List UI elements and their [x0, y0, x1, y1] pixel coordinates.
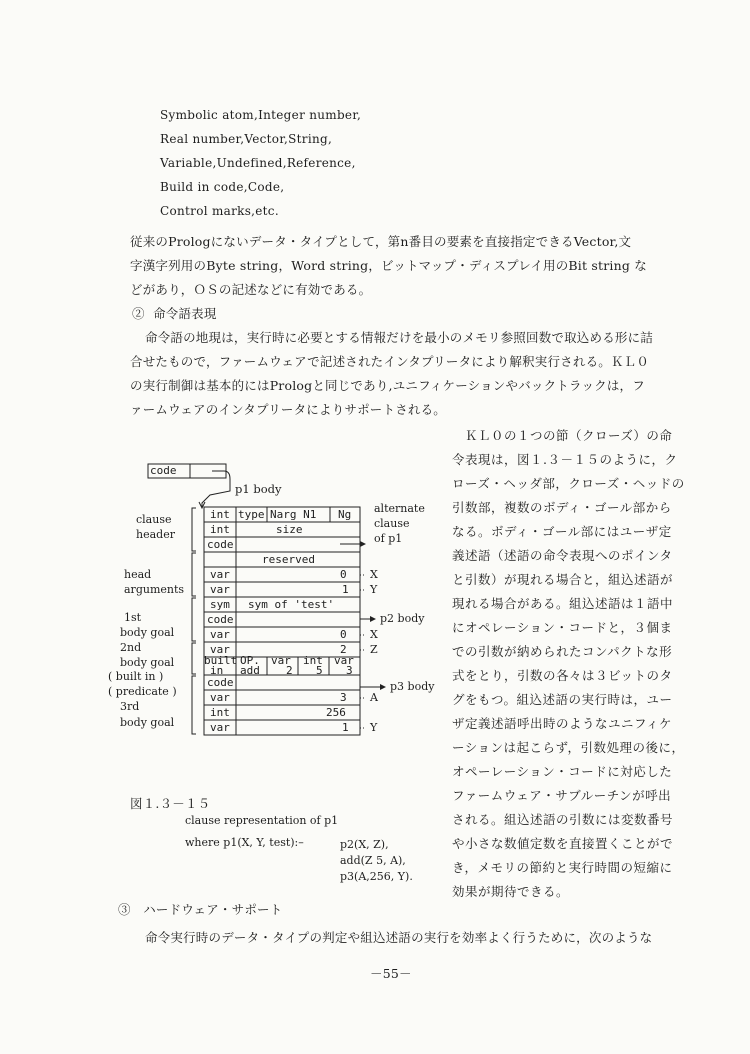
label-of-p1: of p1: [374, 532, 403, 545]
datatype-line-2: Real number,Vector,String,: [160, 132, 333, 146]
label-goal3-a: A: [370, 691, 378, 704]
para3-line-11: 式をとり，引数の各々は３ビットのタ: [452, 668, 673, 683]
label-body-goal-2: body goal: [120, 656, 175, 669]
clause-rep-goal-3: p3(A,256, Y).: [340, 870, 413, 883]
cell-r9-tag: var: [210, 628, 230, 641]
cell-r14-tag: int: [210, 706, 230, 719]
para2-line-4: ァームウェアのインタプリータによりサポートされる。: [130, 402, 447, 417]
cell-r1-type: type: [238, 508, 265, 521]
figure-caption: 図１.３－１５: [130, 796, 211, 811]
para3-line-4: 引数部，複数のボディ・ゴール部から: [452, 500, 672, 515]
label-predicate: ( predicate ): [108, 685, 177, 698]
para1-line-3: どがあり，ＯＳの記述などに有効である。: [130, 282, 372, 297]
label-goal3-y: Y: [370, 721, 378, 734]
cell-r6-val: 1: [342, 583, 349, 596]
label-header: header: [136, 528, 175, 541]
cell-r13-tag: var: [210, 691, 230, 704]
para3-line-6: 義述語（述語の命令表現へのポインタ: [452, 548, 673, 563]
para3-line-19: き，メモリの節約と実行時間の短縮に: [452, 860, 673, 875]
cell-r1-narg: Narg N1: [270, 508, 317, 521]
clause-rep-goal-1: p2(X, Z),: [340, 838, 389, 851]
para3-line-10: での引数が納められたコンパクトな形: [452, 644, 673, 659]
code-box-label: code: [150, 464, 177, 477]
section-marker-2: ②: [132, 306, 145, 321]
para3-line-15: オペーレーション・コードに対応した: [452, 764, 673, 779]
cell-r11-op: OP.: [240, 654, 260, 667]
section-title-3: ハードウェア・サポート: [143, 902, 283, 917]
para3-line-16: ファームウェア・サブルーチンが呼出: [452, 788, 672, 803]
cell-r11-var1: var: [271, 654, 291, 667]
label-1st: 1st: [124, 611, 142, 624]
cell-r11-built: built: [204, 654, 238, 667]
para1-line-1: 従来のPrologにないデータ・タイプとして，第n番目の要素を直接指定できるVector,文: [130, 234, 632, 249]
cell-r14-val: 256: [326, 706, 346, 719]
para3-line-3: ローズ・ヘッダ部，クローズ・ヘッドの: [452, 476, 685, 491]
cell-r2-val: size: [276, 523, 303, 536]
label-body-goal-1: body goal: [120, 626, 175, 639]
section-heading-3: [118, 900, 282, 918]
para2-line-3: の実行制御は基本的にはPrologと同じであり,ユニフィケーションやバックトラックは，フ: [130, 378, 645, 393]
cell-r3-tag: code: [207, 538, 234, 551]
cell-r11-v2: 3: [346, 664, 353, 677]
para3-line-7: と引数）が現れる場合と，組込述語が: [452, 572, 674, 587]
cell-r11-add: add: [240, 664, 260, 677]
para3-line-9: にオペレーション・コードと，３個ま: [452, 620, 673, 635]
cell-r10-val: 2: [340, 643, 347, 656]
label-head: head: [124, 568, 152, 581]
para1-line-2: 字漢字列用のByte string，Word string，ビットマップ・ディスプレイ用のBit string な: [130, 258, 647, 273]
cell-r5-tag: var: [210, 568, 230, 581]
label-built-in: ( built in ): [108, 670, 164, 683]
cell-r9-val: 0: [340, 628, 347, 641]
label-goal1-x: X: [370, 628, 378, 641]
cell-r7-tag: sym: [210, 598, 230, 611]
para4-line-1: 命令実行時のデータ・タイプの判定や組込述語の実行を効率よく行うために，次のような: [145, 930, 653, 945]
clause-rep-title: clause representation of p1: [185, 814, 339, 827]
para3-line-14: ーションは起こらず，引数処理の後に，: [452, 740, 685, 755]
datatype-line-5: Control marks,etc.: [160, 204, 279, 218]
label-2nd: 2nd: [120, 641, 142, 654]
para3-line-20: 効果が期待できる。: [452, 884, 570, 899]
cell-r11-i: 5: [316, 664, 323, 677]
cell-r5-val: 0: [340, 568, 347, 581]
label-alt-clause: clause: [374, 517, 410, 530]
cell-r13-val: 3: [340, 691, 347, 704]
datatype-line-1: Symbolic atom,Integer number,: [160, 108, 362, 122]
label-predicate-text: predicate: [115, 685, 169, 698]
para3-line-2: 令表現は，図１.３－１５のように，ク: [452, 452, 678, 467]
para3-line-13: ザ定義述語呼出時のようなユニフィケ: [452, 716, 673, 731]
cell-r1-ng: Ng: [338, 508, 352, 521]
label-arguments: arguments: [124, 583, 185, 596]
cell-r2-tag: int: [210, 523, 230, 536]
label-p3-body: p3 body: [390, 680, 435, 693]
label-3rd: 3rd: [120, 700, 140, 713]
section-marker-3: ③: [118, 902, 131, 917]
cell-r1-tag: int: [210, 508, 230, 521]
cell-r6-tag: var: [210, 583, 230, 596]
cell-r12-tag: code: [207, 676, 234, 689]
datatype-line-3: Variable,Undefined,Reference,: [160, 156, 356, 170]
cell-r8-tag: code: [207, 613, 234, 626]
para3-line-1: ＫＬ０の１つの節（クローズ）の命: [465, 428, 673, 443]
label-clause: clause: [136, 513, 172, 526]
para3-line-18: や小さな数値定数を直接置くことがで: [452, 836, 674, 851]
cell-r4-val: reserved: [262, 553, 315, 566]
label-goal1-z: Z: [370, 643, 378, 656]
clause-figure: [100, 455, 440, 775]
para3-line-5: なる。ボディ・ゴール部にはユーザ定: [452, 524, 672, 539]
para2-line-2: 合せたもので，ファームウェアで記述されたインタプリータにより解釈実行される。ＫＬ０: [130, 354, 650, 369]
p1-body-label: p1 body: [235, 482, 282, 496]
label-p2-body: p2 body: [380, 612, 425, 625]
cell-r10-tag: var: [210, 643, 230, 656]
datatype-line-4: Build in code,Code,: [160, 180, 285, 194]
section-heading-2: [132, 304, 217, 322]
cell-r7-val: sym of 'test': [248, 598, 335, 611]
label-built-in-text: built in: [115, 670, 156, 683]
para3-line-17: される。組込述語の引数には変数番号: [452, 812, 674, 827]
label-alternate: alternate: [374, 502, 425, 515]
clause-rep-where: where p1(X, Y, test):–: [185, 836, 304, 849]
cell-r11-int: int: [303, 654, 323, 667]
label-head-x: X: [370, 568, 378, 581]
cell-r15-val: 1: [342, 721, 349, 734]
para2-line-1: 命令語の地現は，実行時に必要とする情報だけを最小のメモリ参照回数で取込める形に詰: [145, 330, 654, 345]
label-head-y: Y: [370, 583, 378, 596]
clause-rep-goal-2: add(Z 5, A),: [340, 854, 406, 867]
section-title-2: 命令語表現: [153, 306, 217, 321]
page-number: －55－: [370, 966, 412, 981]
para3-line-12: グをもつ。組込述語の実行時は，ユー: [452, 692, 673, 707]
cell-r11-var2: var: [334, 654, 354, 667]
cell-r11-v1: 2: [286, 664, 293, 677]
cell-r11-in: in: [210, 664, 224, 677]
para3-line-8: 現れる場合がある。組込述語は１語中: [452, 596, 674, 611]
label-body-goal-3: body goal: [120, 716, 175, 729]
cell-r15-tag: var: [210, 721, 230, 734]
